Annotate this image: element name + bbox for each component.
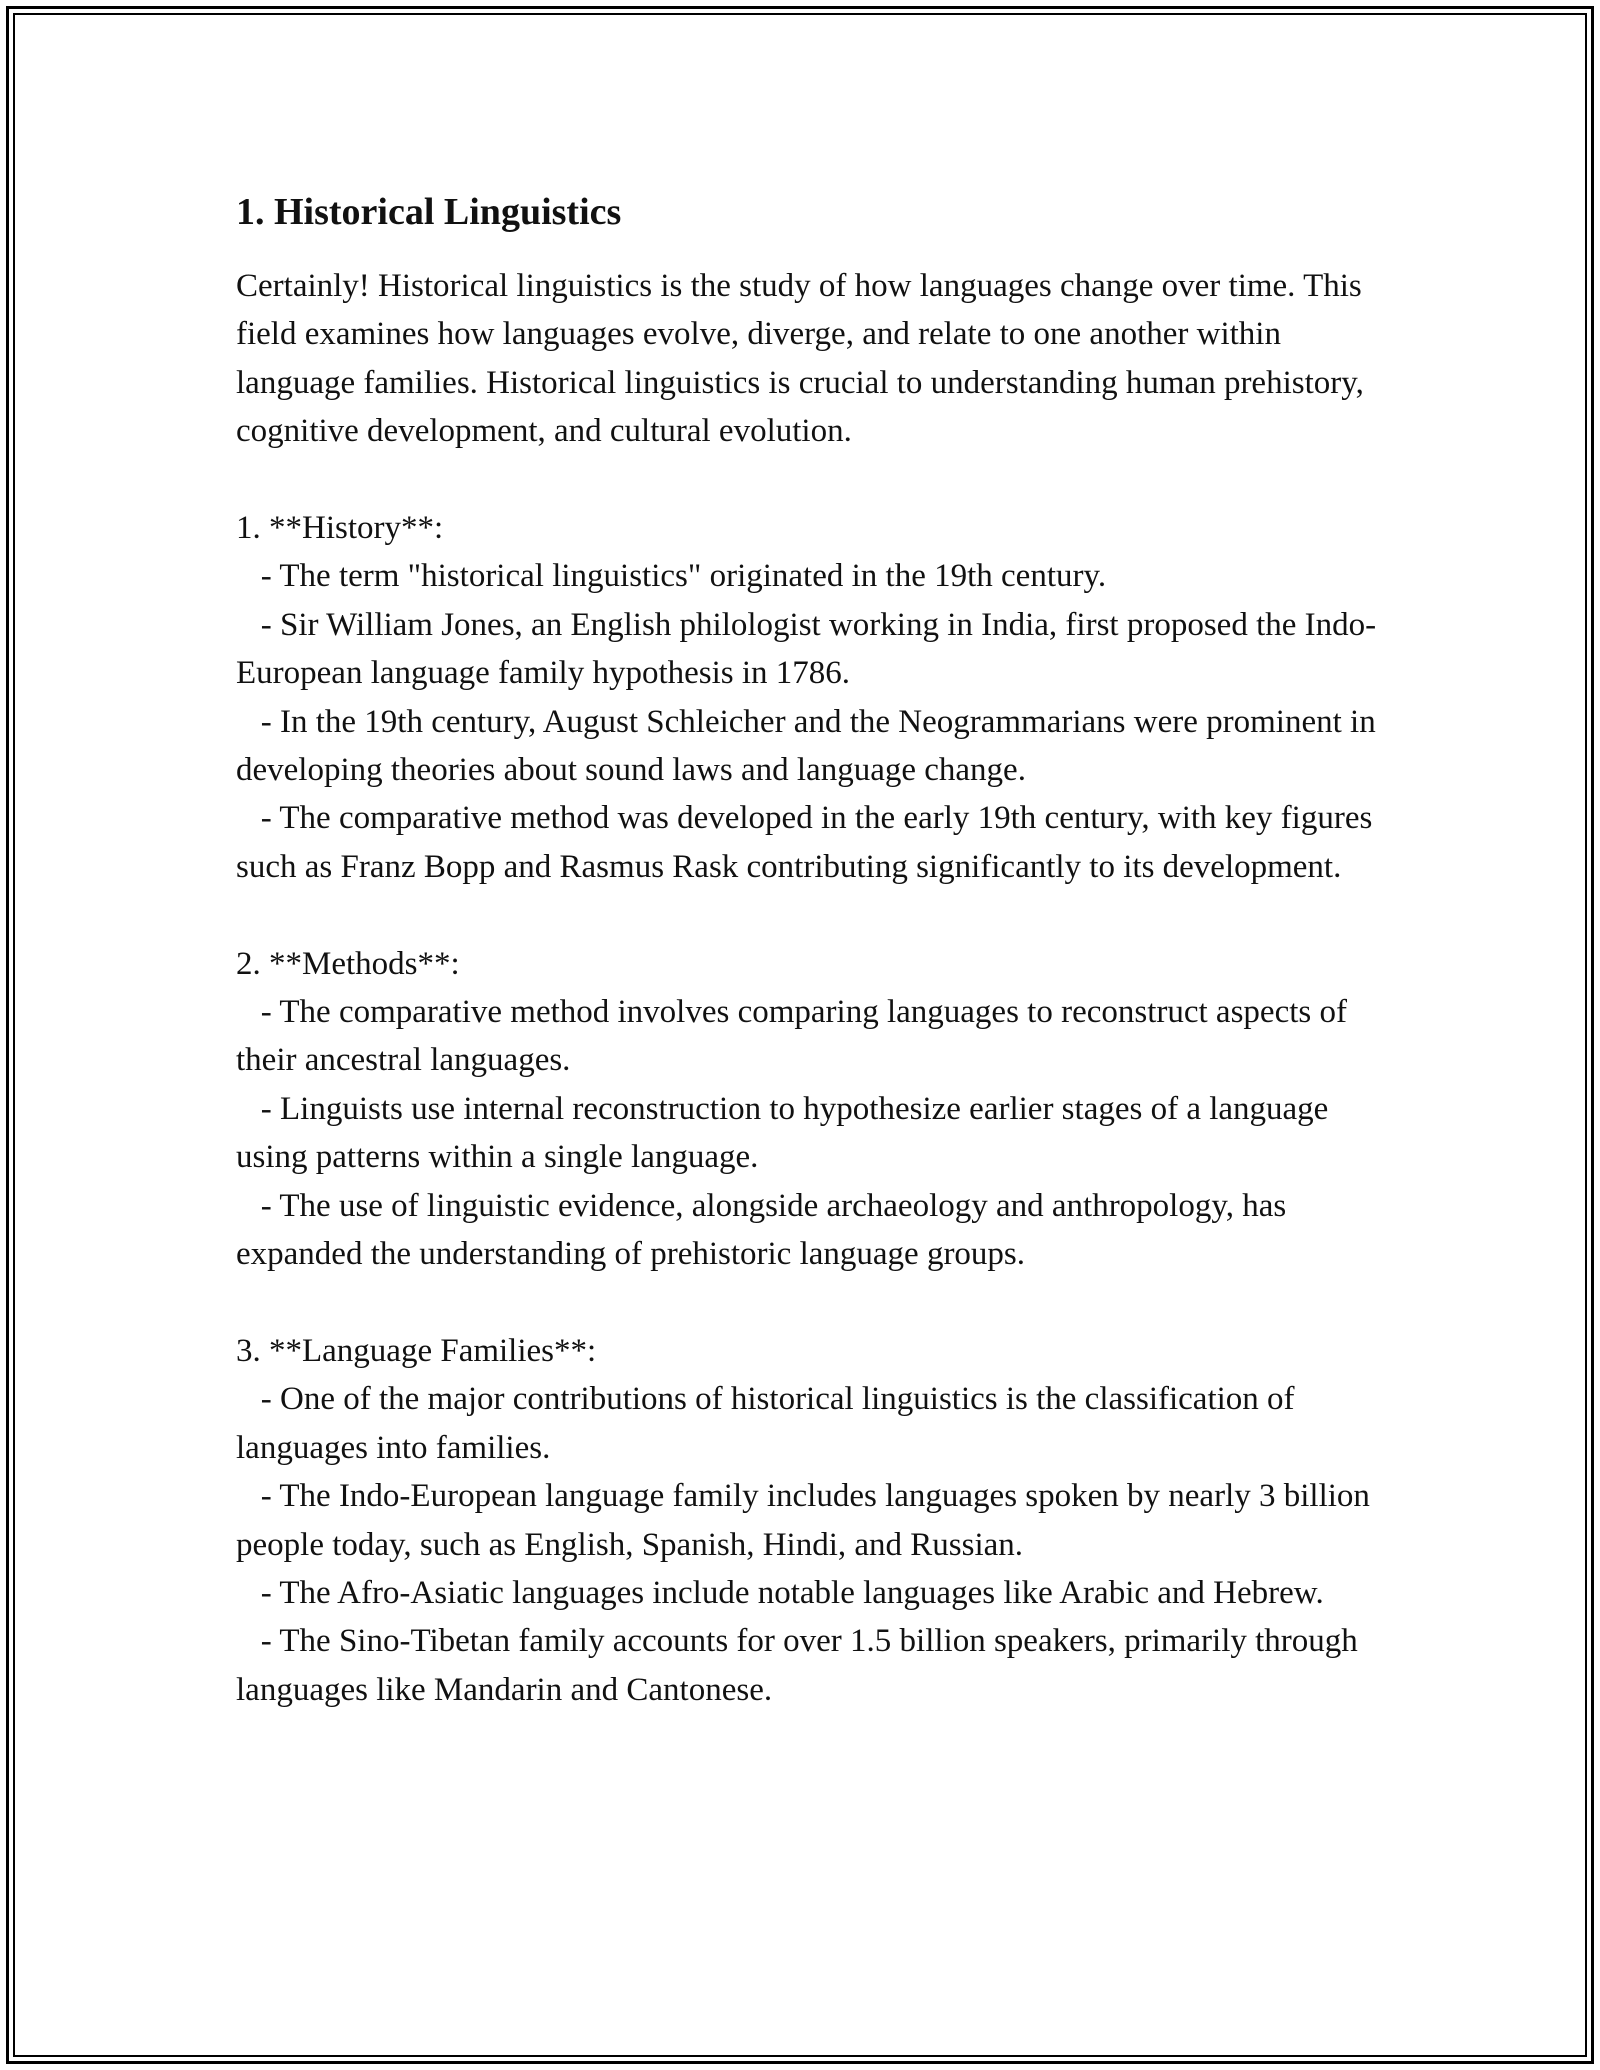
section-heading: 2. **Methods**: (236, 945, 460, 982)
section-heading: 3. **Language Families**: (236, 1332, 597, 1369)
list-item: - The Sino-Tibetan family accounts for over 1.5 billion speakers, primarily through languages like Mandarin and Cantonese. (236, 1623, 1367, 1708)
list-item: - The use of linguistic evidence, alongside archaeology and anthropology, has expanded the understanding of prehistoric language groups. (236, 1187, 1295, 1273)
intro-paragraph: Certainly! Historical linguistics is the study of how languages change over time. This field examines how languages evolve, diverge, and relate to one another within language families. Historical linguistics is crucial to understanding human prehistory, cognitive development, and cultural evolution. (236, 268, 1364, 450)
spacer (236, 891, 1386, 939)
section-history (236, 504, 1386, 891)
list-item: - One of the major contributions of historical linguistics is the classification of languages into families. (236, 1381, 1303, 1466)
document-title: 1. Historical Linguistics (236, 191, 622, 233)
list-item: - The comparative method involves comparing languages to reconstruct aspects of their ancestral languages. (236, 994, 1356, 1079)
list-item: - Linguists use internal reconstruction to hypothesize earlier stages of a language using patterns within a single language. (236, 1090, 1337, 1176)
list-item: - The Afro-Asiatic languages include notable languages like Arabic and Hebrew. (236, 1574, 1324, 1611)
document-body (236, 186, 1386, 1714)
list-item: - The comparative method was developed in the early 19th century, with key figures such as Franz Bopp and Rasmus Rask contributing significantly to its development. (236, 800, 1381, 885)
list-item: - Sir William Jones, an English philologist working in India, first proposed the Indo-European language family hypothesis in 1786. (236, 606, 1377, 692)
section-methods (236, 940, 1386, 1279)
section-heading: 1. **History**: (236, 510, 444, 547)
list-item: - The term "historical linguistics" originated in the 19th century. (236, 558, 1107, 595)
spacer (236, 1279, 1386, 1327)
list-item: - The Indo-European language family includes languages spoken by nearly 3 billion people today, such as English, Spanish, Hindi, and Russian. (236, 1478, 1379, 1563)
list-item: - In the 19th century, August Schleicher and the Neogrammarians were prominent in developing theories about sound laws and language change. (236, 703, 1384, 789)
spacer (236, 456, 1386, 504)
section-language-families (236, 1327, 1386, 1714)
